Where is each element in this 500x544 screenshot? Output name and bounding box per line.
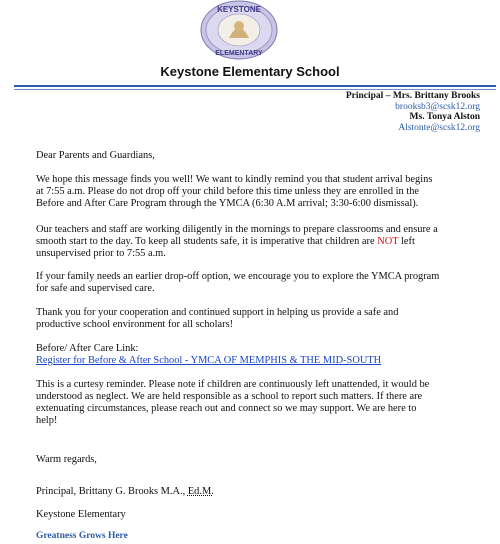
ymca-register-link[interactable]: Register for Before & After School - YMCA OF MEMPHIS & THE MID-SOUTH bbox=[36, 355, 382, 366]
school-logo bbox=[198, 0, 280, 60]
care-link-label: Before/ After Care Link: bbox=[36, 343, 139, 354]
paragraph-line: We hope this message finds you well! We want to kindly remind you that student arrival begins bbox=[36, 174, 433, 185]
paragraph-ymca bbox=[36, 271, 476, 295]
emphasis-not: NOT bbox=[377, 236, 399, 247]
care-link-block bbox=[36, 343, 476, 367]
signature-line bbox=[36, 486, 476, 498]
principal-name: Principal – Mrs. Brittany Brooks bbox=[345, 91, 480, 101]
salutation: Dear Parents and Guardians, bbox=[36, 150, 155, 161]
paragraph-safety bbox=[36, 224, 476, 260]
secondary-name: Ms. Tonya Alston bbox=[409, 112, 480, 122]
header-divider bbox=[14, 85, 496, 87]
paragraph-line: at 7:55 a.m. Please do not drop off your child before this time unless they are enrolled in the bbox=[36, 186, 420, 197]
paragraph-line: This is a curtesy reminder. Please note if children are continuously left unattended, it would be bbox=[36, 379, 430, 390]
logo-top-text: KEYSTONE bbox=[217, 5, 261, 14]
contact-block bbox=[346, 91, 480, 133]
signature-text: Principal, Brittany G. Brooks M.A., bbox=[36, 486, 188, 497]
school-name: Keystone Elementary School bbox=[160, 64, 340, 79]
header-divider-thin bbox=[14, 89, 496, 90]
paragraph-line: Before and After Care Program through the YMCA (6:30 A.M arrival; 3:30-6:00 dismissal). bbox=[36, 198, 419, 209]
principal-email[interactable]: brooksb3@scsk12.org bbox=[395, 101, 480, 112]
signature-school: Keystone Elementary bbox=[36, 509, 126, 520]
paragraph-line: extenuating circumstances, please reach out and connect so we may support. We are here to bbox=[36, 403, 417, 414]
text-run: smooth start to the day. To keep all students safe, it is imperative that children are bbox=[36, 236, 378, 247]
paragraph-line: If your family needs an earlier drop-off option, we encourage you to explore the YMCA program bbox=[36, 271, 440, 282]
secondary-email[interactable]: Alstonte@scsk12.org bbox=[398, 122, 480, 133]
paragraph-line: Thank you for your cooperation and continued support in helping us provide a safe and bbox=[36, 307, 399, 318]
paragraph-line: Our teachers and staff are working diligently in the mornings to prepare classrooms and ensure a bbox=[36, 224, 438, 235]
paragraph-line: for safe and supervised care. bbox=[36, 283, 155, 294]
paragraph-reminder bbox=[36, 379, 476, 427]
paragraph-line: unsupervised prior to 7:55 a.m. bbox=[36, 248, 166, 259]
paragraph-thanks bbox=[36, 307, 476, 331]
paragraph-arrival bbox=[36, 174, 476, 210]
signature-degree: Ed.M. bbox=[187, 486, 214, 497]
paragraph-line: help! bbox=[36, 415, 58, 426]
paragraph-line: productive school environment for all scholars! bbox=[36, 319, 234, 330]
text-run: left bbox=[398, 236, 415, 247]
paragraph-line bbox=[36, 236, 476, 248]
closing: Warm regards, bbox=[36, 454, 97, 465]
logo-bottom-text: ELEMENTARY bbox=[215, 50, 263, 57]
paragraph-line: understood as neglect. We are held responsible as a school to report such matters. If there are bbox=[36, 391, 423, 402]
tagline: Greatness Grows Here bbox=[36, 531, 128, 541]
